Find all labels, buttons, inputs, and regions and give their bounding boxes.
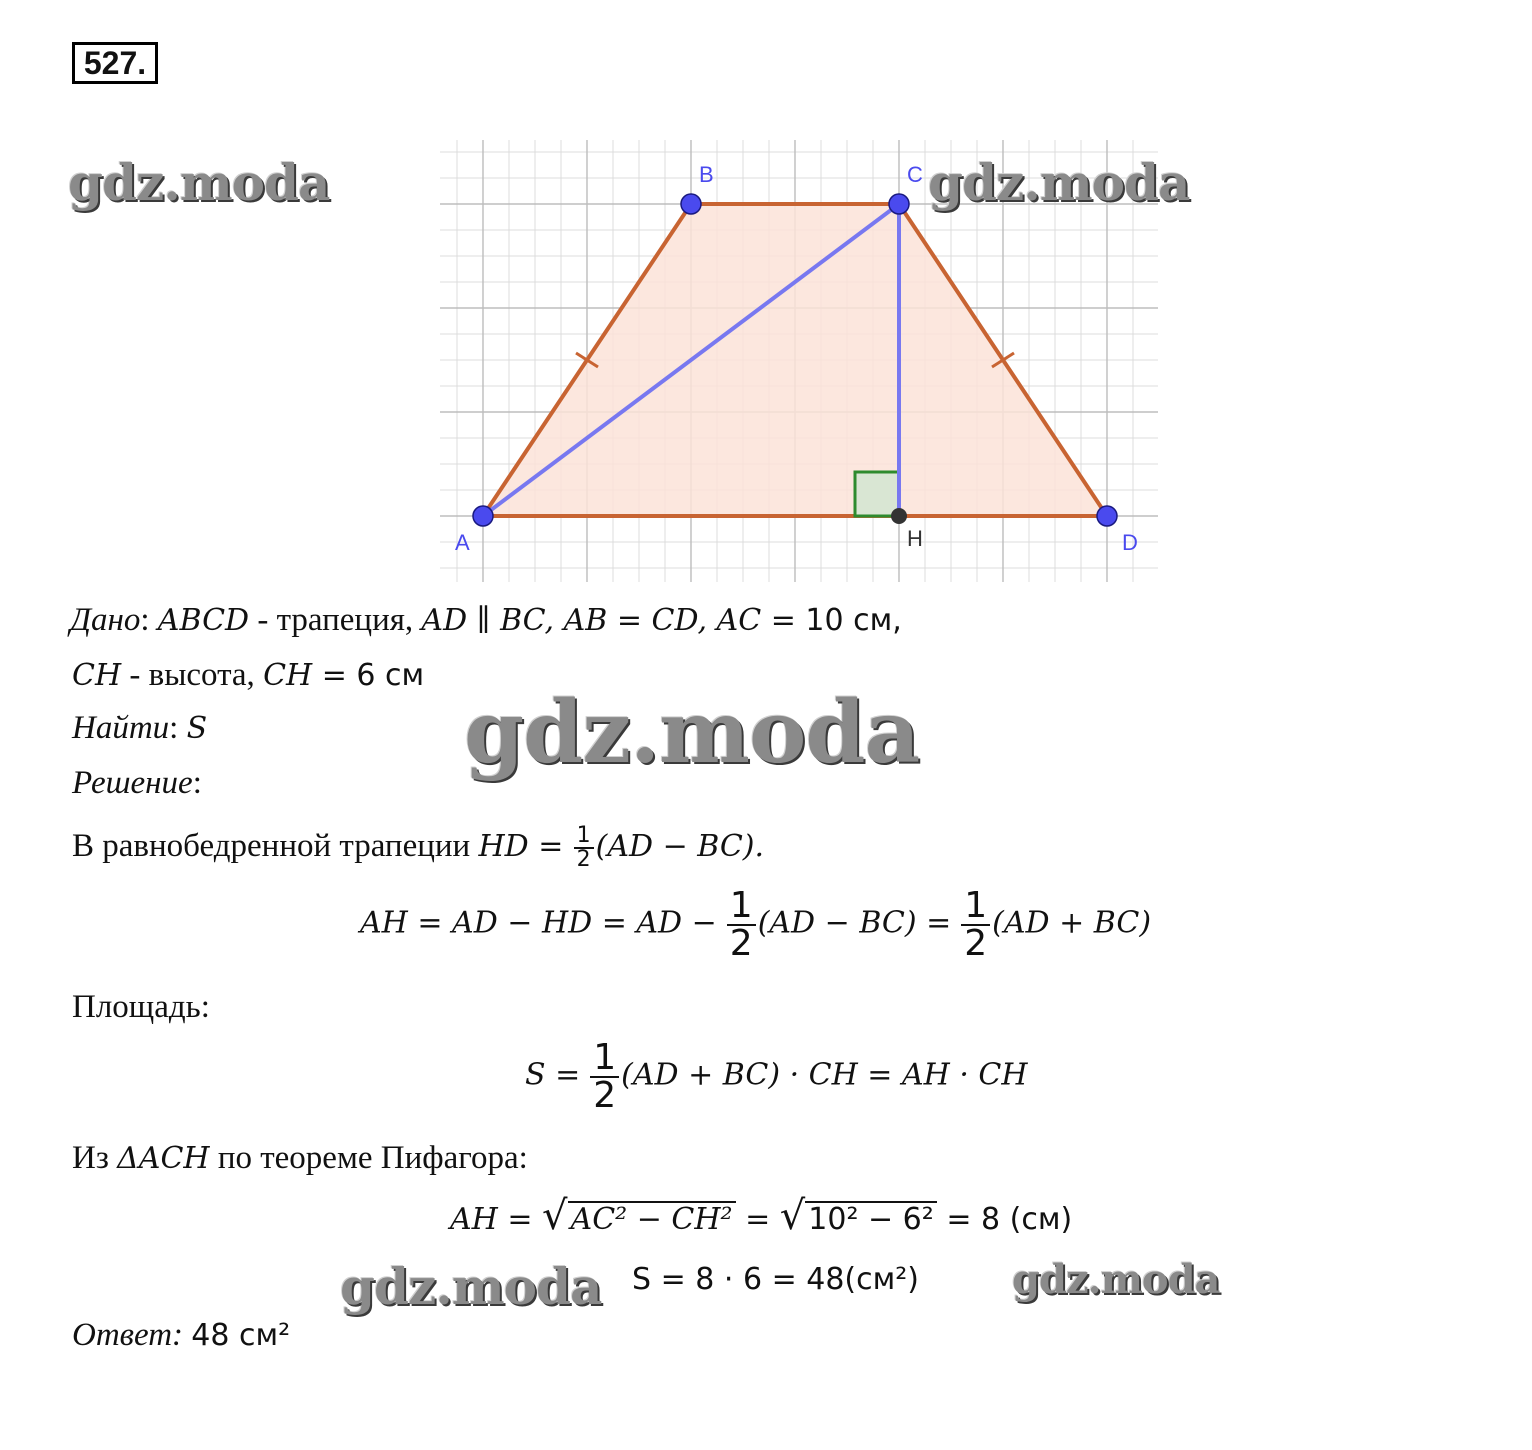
pythagoras-line: Из ΔACH по теореме Пифагора: — [72, 1140, 528, 1176]
solution-text-1: В равнобедренной трапеции — [72, 828, 479, 864]
watermark-top-right: gdz.moda — [928, 153, 1190, 212]
solution-math-1a: HD = — [478, 829, 564, 864]
given-value-1: 10 см, — [805, 603, 902, 638]
equation-pythagoras: AH = √ AC² − CH² = √ 10² − 6² = 8 (см) — [450, 1193, 1073, 1239]
given-math-1: ABCD — [157, 603, 250, 638]
fraction-half-1: $\frac{1}{2}$ — [574, 825, 594, 871]
equation-result: S = 8 · 6 = 48(см²) — [632, 1262, 919, 1297]
point-b — [681, 194, 701, 214]
sqrt-sign-icon: √ — [542, 1193, 568, 1239]
given-math-4: CH = — [263, 658, 357, 693]
answer-line — [72, 1315, 290, 1356]
watermark-top-left: gdz.moda — [68, 153, 330, 212]
sqrt-sign-icon: √ — [779, 1193, 806, 1239]
point-h — [891, 508, 907, 524]
find-value: S — [186, 711, 208, 746]
label-d: D — [1122, 530, 1138, 555]
point-d — [1097, 506, 1117, 526]
fraction-half-4: $\frac{1}{2}$ — [590, 1040, 619, 1114]
label-h: H — [907, 526, 923, 551]
find-line: Найти: S — [72, 710, 208, 746]
find-label: Найти — [72, 710, 170, 746]
watermark-bottom-right: gdz.moda — [1012, 1256, 1220, 1303]
given-text-1: - трапеция, — [249, 602, 422, 638]
given-line-1: Дано: ABCD - трапеция, AD ∥ BC, AB = CD, AC = 10 см, — [70, 602, 902, 638]
given-math-3: CH — [72, 658, 122, 693]
given-line-2 — [72, 655, 424, 696]
area-label: Площадь: — [72, 989, 210, 1025]
problem-number: 527. — [72, 42, 158, 84]
watermark-bottom-left: gdz.moda — [340, 1257, 602, 1316]
radicand-1: AC² − CH² — [568, 1201, 736, 1235]
label-b: B — [699, 162, 714, 187]
given-text-2: - высота, — [121, 657, 264, 693]
answer-label: Ответ: — [72, 1317, 184, 1353]
label-a: A — [455, 530, 470, 555]
radicand-2: 10² − 6² — [805, 1201, 937, 1235]
solution-label-line: Решение: — [72, 765, 202, 801]
solution-math-1b: (AD − BC). — [595, 829, 765, 864]
right-angle-mark — [855, 472, 899, 516]
solution-label: Решение — [72, 765, 193, 801]
given-math-2: AD ∥ BC, AB = CD, AC = — [421, 603, 806, 638]
solution-line-1 — [72, 808, 764, 885]
fraction-half-2: $\frac{1}{2}$ — [727, 888, 756, 962]
point-c — [889, 194, 909, 214]
given-label: Дано — [70, 602, 141, 638]
equation-ah: AH = AD − HD = AD − $\frac{1}{2}$ (AD − BC) = $\frac{1}{2}$ (AD + BC) — [360, 885, 1152, 964]
watermark-center: gdz.moda — [464, 682, 920, 783]
fraction-half-3: $\frac{1}{2}$ — [961, 888, 990, 962]
given-value-2: 6 см — [356, 658, 425, 693]
equation-area: S = $\frac{1}{2}$ (AD + BC) · CH = AH · CH — [525, 1037, 1028, 1116]
answer-value: 48 см² — [191, 1318, 291, 1353]
point-a — [473, 506, 493, 526]
label-c: C — [907, 162, 923, 187]
